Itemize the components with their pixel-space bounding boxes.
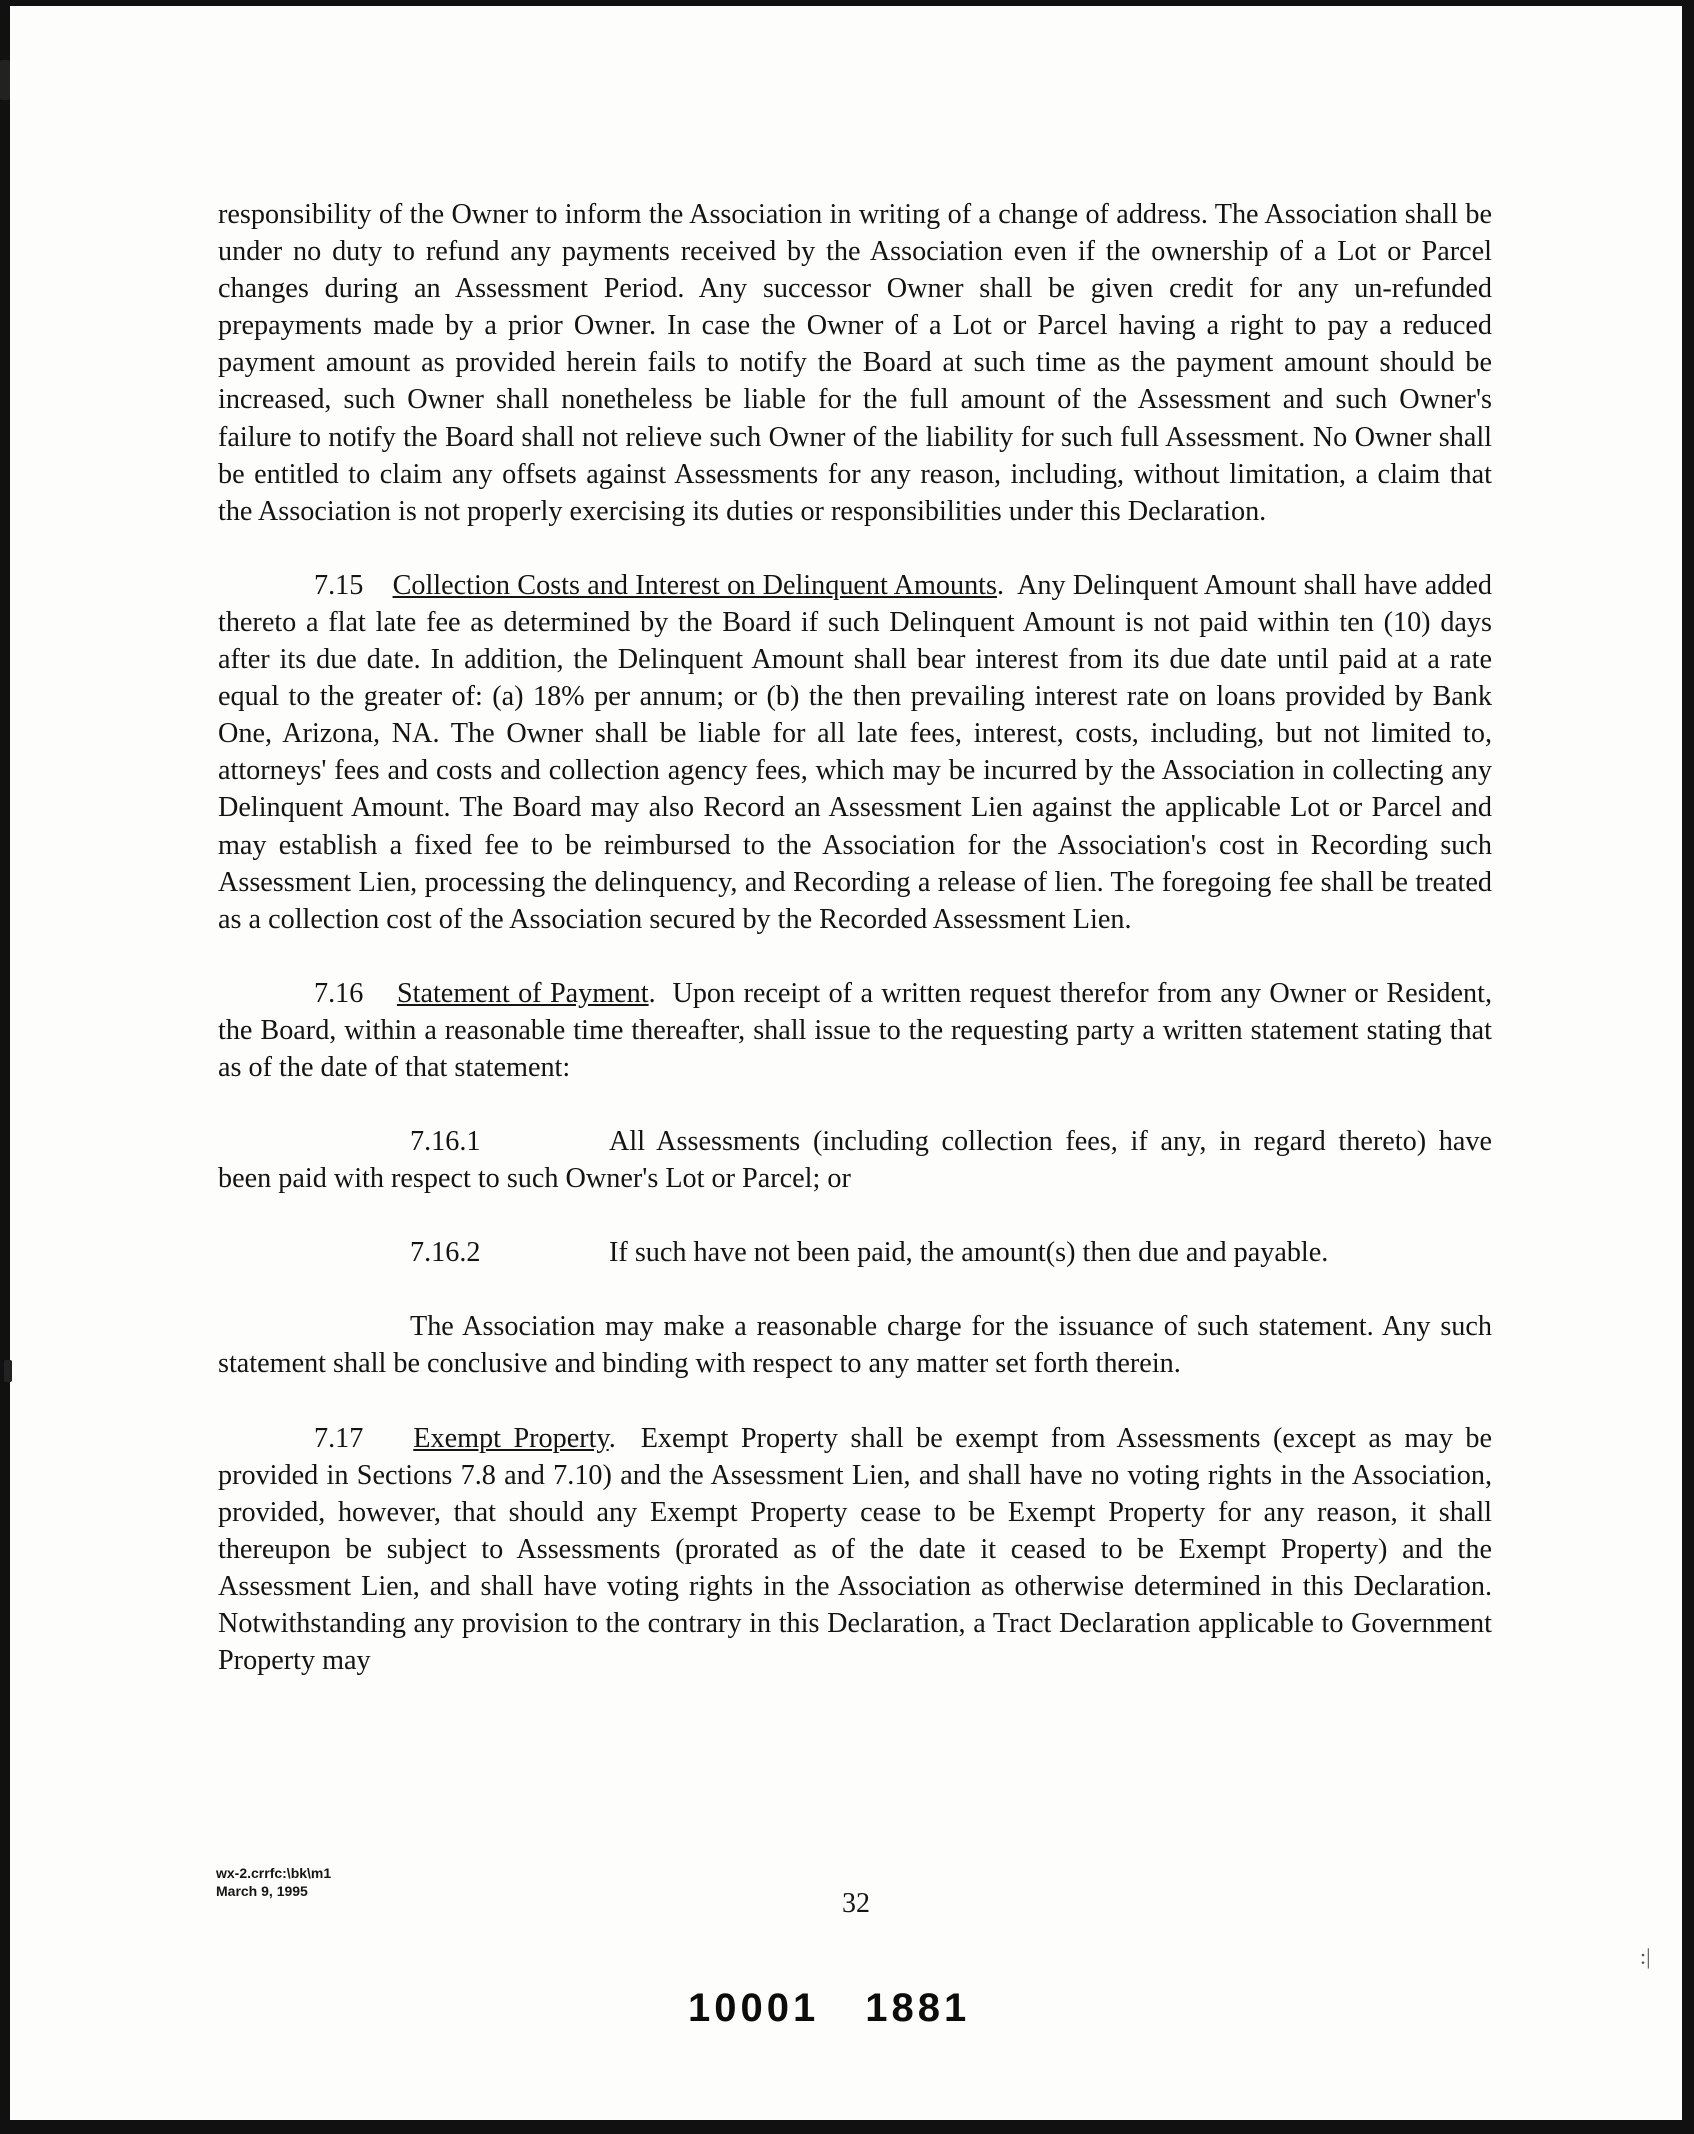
document-body [218, 196, 1492, 1679]
scan-speck [4, 1360, 12, 1382]
statement-closing: The Association may make a reasonable charge for the issuance of such statement. Any such statement shall be conclusive and binding with respect to any matter set forth therein. [218, 1311, 1492, 1380]
subsection-number: 7.16.2 [410, 1237, 481, 1269]
stamp-left-number: 10001 [688, 1986, 820, 2030]
section-7-16: 7.16 Statement of Payment. Upon receipt of a written request therefor from any Owner or Resident, the Board, within a reasonable time thereafter, shall issue to the requesting party a written statement stating that as of the date of that statement: [218, 977, 1493, 1083]
subsection-7-16-1 [218, 1123, 1492, 1197]
section-text: Any Delinquent Amount shall have added thereto a flat late fee as determined by the Board if such Delinquent Amount is not paid within ten (10) days after its due date. In addition, the Delinquent Amount shall bear interest from its due date until paid at a rate equal to the greater of: (a) 18% per annum; or (b) the then prevailing interest rate on loans provided by Bank One, Arizona, NA. The Owner shall be liable for all late fees, interest, costs, including, but not limited to, attorneys' fees and costs and collection agency fees, which may be incurred by the Association in collecting any Delinquent Amount. The Board may also Record an Assessment Lien against the applicable Lot or Parcel and may establish a fixed fee to be reimbursed to the Association for the Association's cost in Recording such Assessment Lien, processing the delinquency, and Recording a release of lien. The foregoing fee shall be treated as a collection cost of the Association secured by the Recorded Assessment Lien. [218, 569, 1492, 935]
subsection-number: 7.16.1 [410, 1126, 481, 1158]
section-text: Exempt Property shall be exempt from Assessments (except as may be provided in Sections 7.8 and 7.10) and the Assessment Lien, and shall have no voting rights in the Association, provided, however, that should any Exempt Property cease to be Exempt Property for any reason, it shall thereupon be subject to Assessments (prorated as of the date it ceased to be Exempt Property) and the Assessment Lien, and shall have voting rights in the Association as otherwise determined in this Declaration. Notwithstanding any provision to the contrary in this Declaration, a Tract Declaration applicable to Government Property may [218, 1422, 1493, 1677]
scan-speck [0, 60, 10, 100]
margin-mark: :| [1640, 1944, 1651, 1969]
section-7-17: 7.17 Exempt Property. Exempt Property shall be exempt from Assessments (except as may be provided in Sections 7.8 and 7.10) and the Assessment Lien, and shall have no voting rights in the Association, provided, however, that should any Exempt Property cease to be Exempt Property for any reason, it shall thereupon be subject to Assessments (prorated as of the date it ceased to be Exempt Property) and the Assessment Lien, and shall have voting rights in the Association as otherwise determined in this Declaration. Notwithstanding any provision to the contrary in this Declaration, a Tract Declaration applicable to Government Property may [218, 1422, 1493, 1677]
section-text: Upon receipt of a written request therefor from any Owner or Resident, the Board, within a reasonable time thereafter, shall issue to the requesting party a written statement stating that as of the date of that statement: [218, 977, 1493, 1083]
section-7-15: 7.15 Collection Costs and Interest on Delinquent Amounts. Any Delinquent Amount shall have added thereto a flat late fee as determined by the Board if such Delinquent Amount is not paid within ten (10) days after its due date. In addition, the Delinquent Amount shall bear interest from its due date until paid at a rate equal to the greater of: (a) 18% per annum; or (b) the then prevailing interest rate on loans provided by Bank One, Arizona, NA. The Owner shall be liable for all late fees, interest, costs, including, but not limited to, attorneys' fees and costs and collection agency fees, which may be incurred by the Association in collecting any Delinquent Amount. The Board may also Record an Assessment Lien against the applicable Lot or Parcel and may establish a fixed fee to be reimbursed to the Association for the Association's cost in Recording such Assessment Lien, processing the delinquency, and Recording a release of lien. The foregoing fee shall be treated as a collection cost of the Association secured by the Recorded Assessment Lien. [218, 569, 1492, 935]
subsection-text: If such have not been paid, the amount(s) then due and payable. [609, 1237, 1329, 1269]
footer-file-code: wx-2.crrfc:\bk\m1 [216, 1865, 332, 1881]
section-heading: Collection Costs and Interest on Delinquent Amounts [392, 569, 997, 601]
stamp-right-number: 1881 [865, 1986, 971, 2030]
section-heading: Statement of Payment [396, 977, 649, 1009]
paragraph-continuation: responsibility of the Owner to inform the Association in writing of a change of address. The Association shall be under no duty to refund any payments received by the Association even if the ownership of a Lot or Parcel changes during an Assessment Period. Any successor Owner shall be given credit for any un-refunded prepayments made by a prior Owner. In case the Owner of a Lot or Parcel having a right to pay a reduced payment amount as provided herein fails to notify the Board at such time as the payment amount should be increased, such Owner shall nonetheless be liable for the full amount of the Assessment and such Owner's failure to notify the Board shall not relieve such Owner of the liability for such full Assessment. No Owner shall be entitled to claim any offsets against Assessments for any reason, including, without limitation, a claim that the Association is not properly exercising its duties or responsibilities under this Declaration. [218, 199, 1492, 527]
section-number: 7.16 [314, 977, 364, 1009]
subsection-7-16-2 [218, 1234, 1492, 1271]
recording-stamp [688, 1986, 1016, 2031]
section-heading: Exempt Property [413, 1422, 609, 1454]
subsection-text: All Assessments (including collection fees, if any, in regard thereto) have been paid with respect to such Owner's Lot or Parcel; or [218, 1126, 1492, 1195]
page-number: 32 [842, 1888, 870, 1919]
section-number: 7.15 [314, 569, 364, 601]
section-number: 7.17 [314, 1422, 364, 1454]
scan-border-bottom [0, 2120, 1694, 2134]
footer-file-info [216, 1864, 331, 1900]
footer-date: March 9, 1995 [216, 1883, 308, 1899]
